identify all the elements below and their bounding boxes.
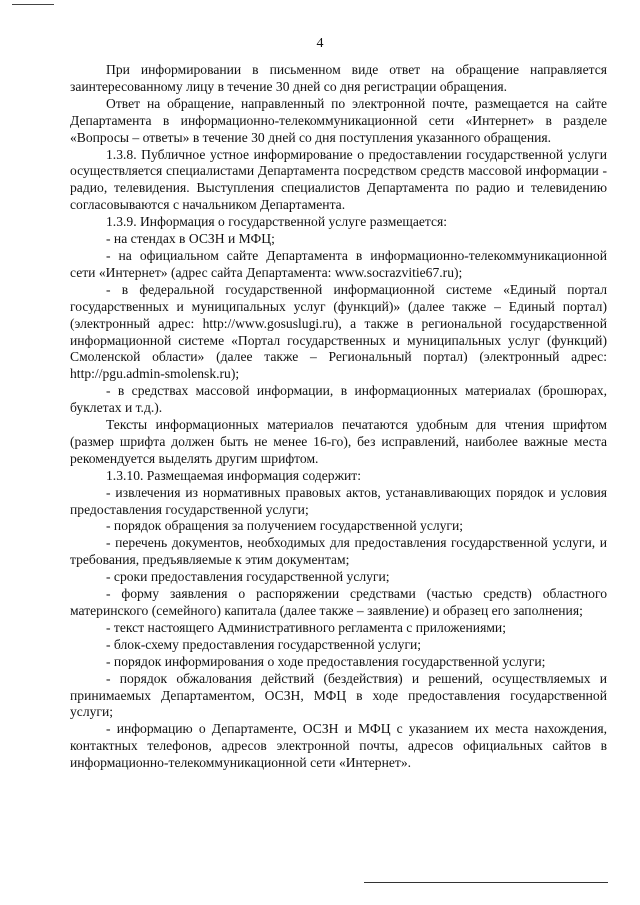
document-body xyxy=(70,62,607,772)
paragraph-font-requirements: Тексты информационных материалов печатаются удобным для чтения шрифтом (размер шрифта должен быть не менее 16-го), без исправлений, наиболее важные места рекомендуется выделять другим шрифтом. xyxy=(70,417,607,466)
paragraph-written-reply: При информировании в письменном виде ответ на обращение направляется заинтересованному лицу в течение 30 дней со дня регистрации обращения. xyxy=(70,62,607,94)
list-item-regulation-text: - текст настоящего Административного регламента с приложениями; xyxy=(106,619,506,635)
footer-line xyxy=(364,882,608,883)
paragraph-email-reply: Ответ на обращение, направленный по электронной почте, размещается на сайте Департамента в информационно-телекоммуникационной сети «Интернет» в разделе «Вопросы – ответы» в течение 30 дней со дня поступления указанного обращения. xyxy=(70,95,607,145)
page-number: 4 xyxy=(316,36,324,51)
paragraph-1-3-10: 1.3.10. Размещаемая информация содержит: xyxy=(106,467,361,483)
list-item-application-form: - форму заявления о распоряжении средствами (частью средств) областного материнского (семейного) капитала (далее также – заявление) и образец его заполнения; xyxy=(70,586,607,618)
list-item-official-site: - на официальном сайте Департамента в информационно-телекоммуникационной сети «Интернет» (адрес сайта Департамента: www.socrazvitie67.ru); xyxy=(70,247,607,280)
list-item-stands: - на стендах в ОСЗН и МФЦ; xyxy=(106,231,275,247)
list-item-application-procedure: - порядок обращения за получением государственной услуги; xyxy=(106,518,464,534)
list-item-department-info: - информацию о Департаменте, ОСЗН и МФЦ с указанием их места нахождения, контактных телефонов, адресов электронной почты, адресов официальных сайтов в информационно-телекоммуникационной сети «Интернет». xyxy=(70,721,607,771)
list-item-mass-media: - в средствах массовой информации, в информационных материалах (брошюрах, буклетах и т.д.). xyxy=(70,383,607,416)
list-item-flowchart: - блок-схему предоставления государственной услуги; xyxy=(106,636,422,652)
list-item-federal-portal: - в федеральной государственной информационной системе «Единый портал государственных и муниципальных услуг (функций)» (далее также – Единый портал) (электронный адрес: http://www.gosuslugi.ru), а также в региональной государственной информационной системе «Портал государственных и муниципальных услуг (функций) Смоленской области» (далее также – Региональный портал) (электронный адрес: http://pgu.admin-smolensk.ru); xyxy=(70,281,607,382)
list-item-progress-info: - порядок информирования о ходе предоставления государственной услуги; xyxy=(106,653,546,669)
paragraph-1-3-9: 1.3.9. Информация о государственной услуге размещается: xyxy=(106,214,448,230)
list-item-appeal-procedure: - порядок обжалования действий (бездействия) и решений, осуществляемых и принимаемых Департаментом, ОСЗН, МФЦ в ходе предоставления государственной услуги; xyxy=(70,670,607,720)
list-item-documents: - перечень документов, необходимых для предоставления государственной услуги, и требования, предъявляемые к этим документам; xyxy=(70,535,607,568)
list-item-deadlines: - сроки предоставления государственной услуги; xyxy=(106,569,390,585)
list-item-legal-extracts: - извлечения из нормативных правовых актов, устанавливающих порядок и условия предоставления государственной услуги; xyxy=(70,484,607,517)
top-edge-line xyxy=(12,4,54,5)
paragraph-1-3-8: 1.3.8. Публичное устное информирование о предоставлении государственной услуги осуществляется специалистами Департамента посредством средств массовой информации - радио, телевидения. Выступления специалистов Департамента по радио и телевидению согласовываются с начальником Департамента. xyxy=(70,146,607,213)
